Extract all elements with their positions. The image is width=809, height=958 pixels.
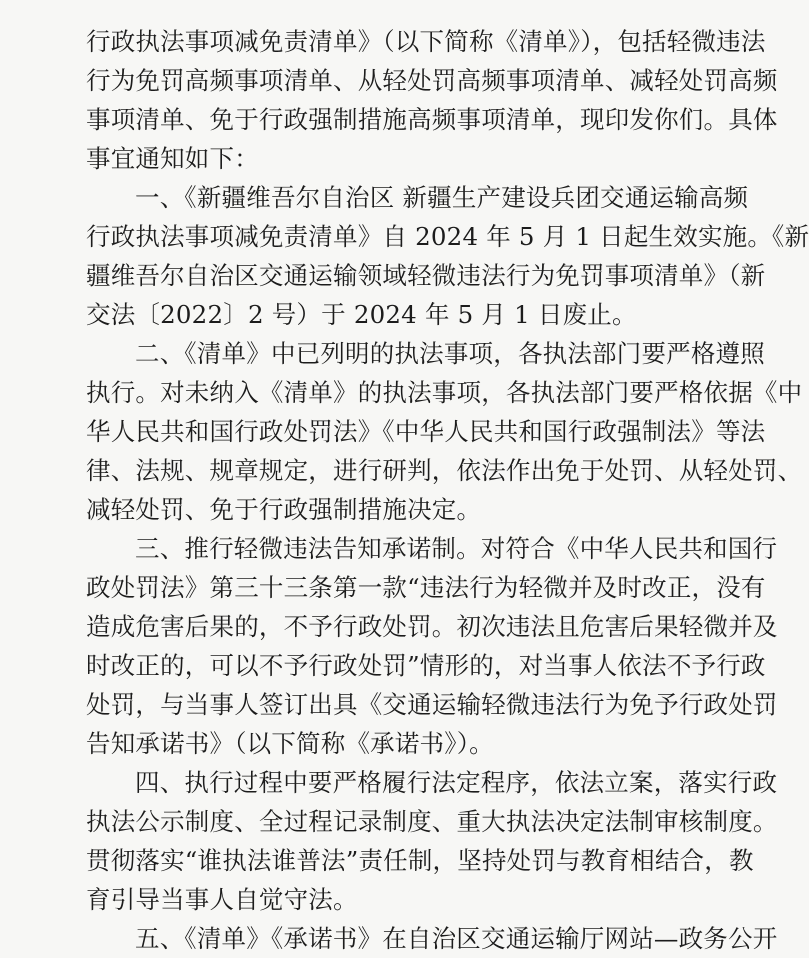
paragraph-2-start: 二、《清单》中已列明的执法事项，各执法部门要严格遵照 [135, 339, 765, 368]
text-line: 行政执法事项减免责清单》（以下简称《清单》），包括轻微违法 [86, 27, 766, 56]
text-line: 行为免罚高频事项清单、从轻处罚高频事项清单、减轻处罚高频 [86, 66, 778, 95]
text-line: 时改正的，可以不予行政处罚”情形的，对当事人依法不予行政 [86, 651, 766, 680]
text-line: 育引导当事人自觉守法。 [86, 885, 358, 914]
text-line: 处罚，与当事人签订出具《交通运输轻微违法行为免予行政处罚 [86, 690, 778, 719]
text-line: 执法公示制度、全过程记录制度、重大执法决定法制审核制度。 [86, 807, 778, 836]
paragraph-3-start: 三、推行轻微违法告知承诺制。对符合《中华人民共和国行 [135, 534, 778, 563]
paragraph-4-start: 四、执行过程中要严格履行法定程序，依法立案，落实行政 [135, 768, 778, 797]
text-line: 告知承诺书》（以下简称《承诺书》）。 [86, 729, 494, 758]
text-line: 华人民共和国行政处罚法》《中华人民共和国行政强制法》等法 [86, 417, 766, 446]
text-line: 政处罚法》第三十三条第一款“违法行为轻微并及时改正，没有 [86, 573, 766, 602]
text-line: 执行。对未纳入《清单》的执法事项，各执法部门要严格依据《中 [86, 378, 803, 407]
text-line: 减轻处罚、免于行政强制措施决定。 [86, 495, 482, 524]
text-line: 造成危害后果的，不予行政处罚。初次违法且危害后果轻微并及 [86, 612, 778, 641]
text-line: 交法〔2022〕2 号）于 2024 年 5 月 1 日废止。 [86, 300, 637, 329]
text-line: 行政执法事项减免责清单》自 2024 年 5 月 1 日起生效实施。《新 [86, 222, 809, 251]
text-line: 事项清单、免于行政强制措施高频事项清单，现印发你们。具体 [86, 105, 778, 134]
text-line: 疆维吾尔自治区交通运输领域轻微违法行为免罚事项清单》（新 [86, 261, 766, 290]
paragraph-1-start: 一、《新疆维吾尔自治区 新疆生产建设兵团交通运输高频 [135, 183, 749, 212]
paragraph-5-start: 五、《清单》《承诺书》在自治区交通运输厅网站—政务公开 [135, 924, 778, 953]
text-line: 贯彻落实“谁执法谁普法”责任制，坚持处罚与教育相结合，教 [86, 846, 754, 875]
text-line: 事宜通知如下： [86, 144, 259, 173]
text-line: 律、法规、规章规定，进行研判，依法作出免于处罚、从轻处罚、 [86, 456, 803, 485]
